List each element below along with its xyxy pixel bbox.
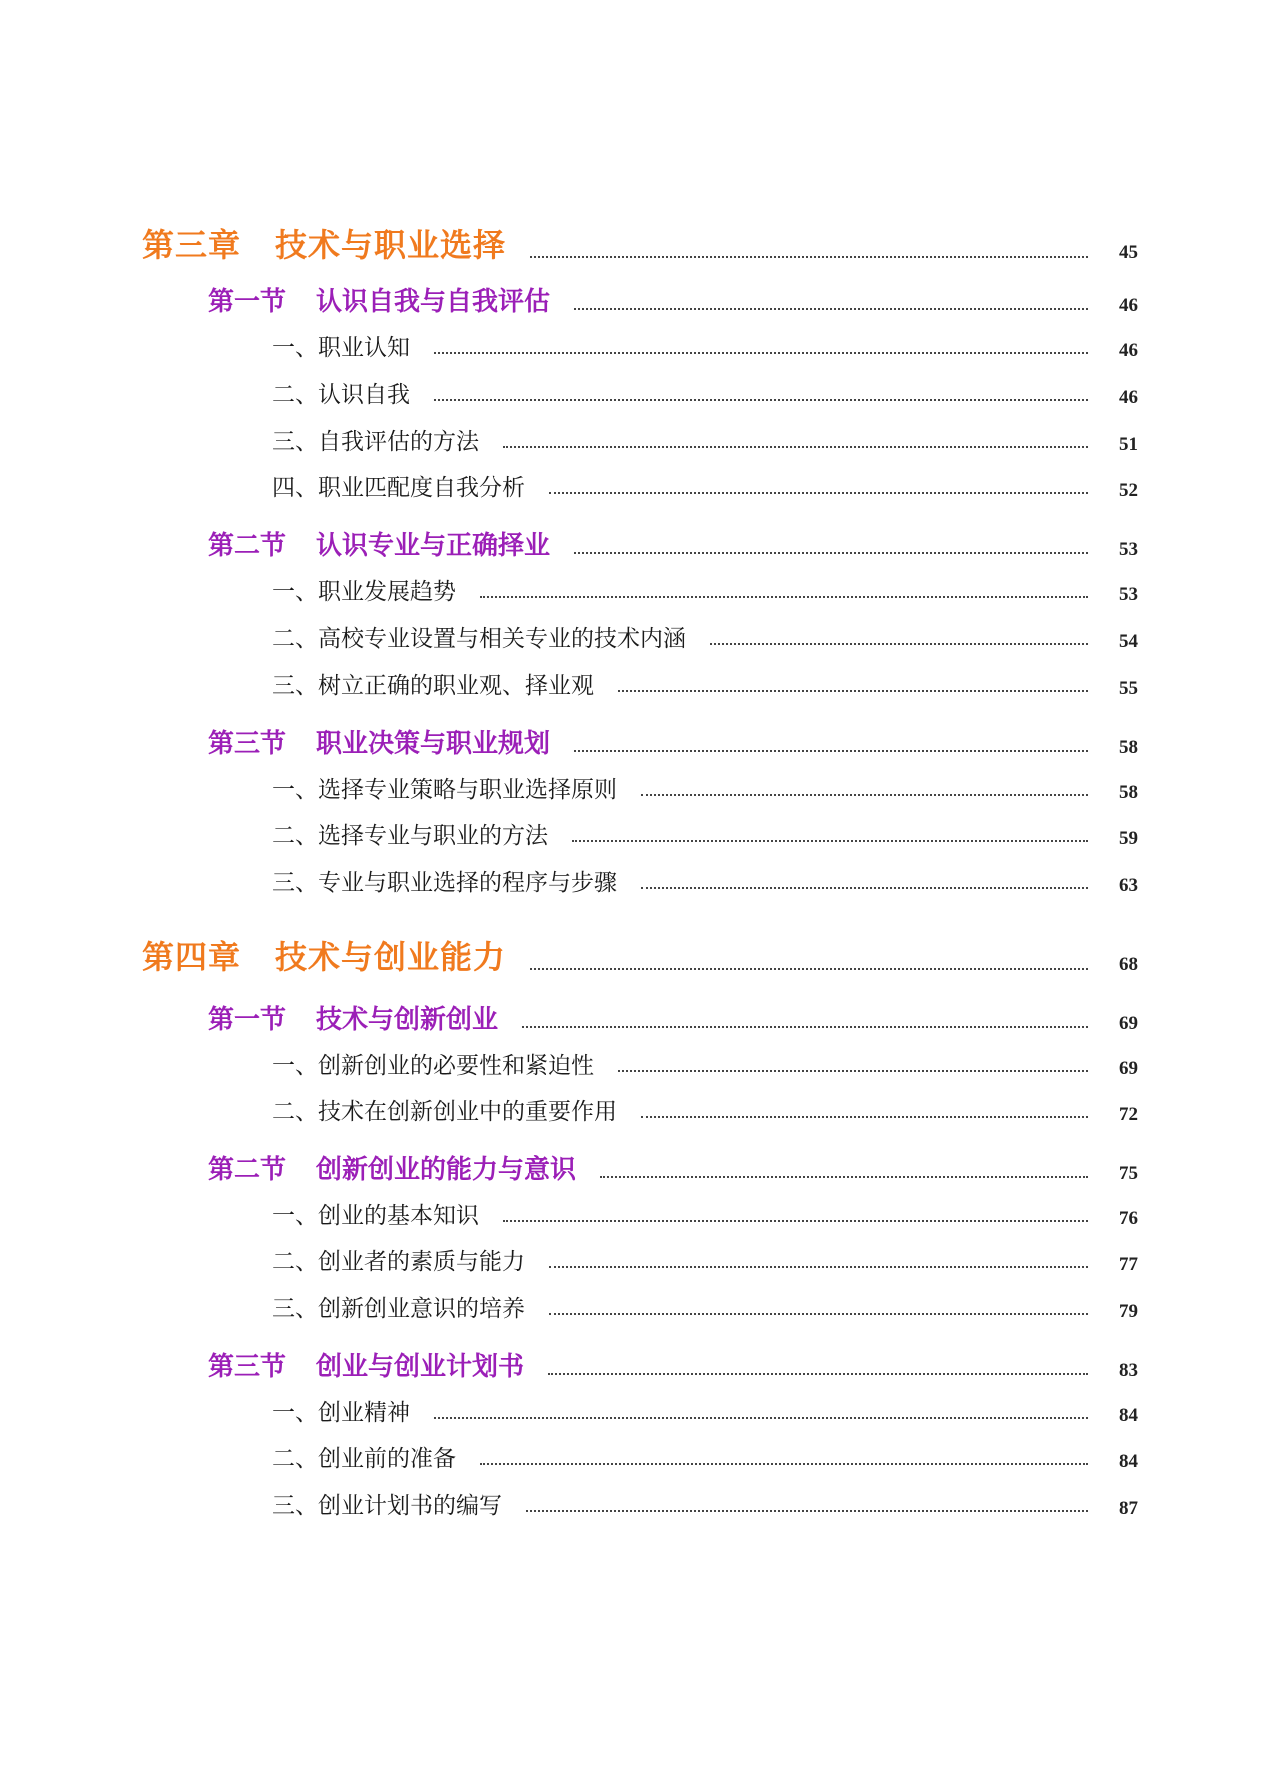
page-number: 76 xyxy=(1119,1208,1138,1229)
dot-leader xyxy=(548,1373,1088,1375)
page-number: 51 xyxy=(1119,434,1138,455)
item-title: 一、职业认知 xyxy=(272,335,410,361)
dot-leader xyxy=(641,887,1088,889)
toc-item[interactable] xyxy=(272,1094,1138,1126)
dot-leader xyxy=(574,552,1088,554)
toc-section-3-1[interactable] xyxy=(208,282,1138,318)
item-title: 二、创业者的素质与能力 xyxy=(272,1249,525,1275)
section-title: 创新创业的能力与意识 xyxy=(316,1155,577,1185)
dot-leader xyxy=(574,308,1088,310)
toc-section-4-3[interactable] xyxy=(208,1347,1138,1383)
dot-leader xyxy=(641,1116,1088,1118)
dot-leader xyxy=(600,1176,1088,1178)
toc-section-3-3[interactable] xyxy=(208,724,1138,760)
page-number: 84 xyxy=(1119,1405,1138,1426)
dot-leader xyxy=(549,1266,1088,1268)
dot-leader xyxy=(434,399,1088,401)
toc-chapter-3[interactable] xyxy=(142,222,1138,266)
toc-section-3-2[interactable] xyxy=(208,526,1138,562)
page-number: 46 xyxy=(1119,387,1138,408)
item-title: 三、创新创业意识的培养 xyxy=(272,1296,525,1322)
dot-leader xyxy=(434,352,1088,354)
page-number: 46 xyxy=(1119,295,1138,316)
item-title: 一、职业发展趋势 xyxy=(272,579,456,605)
toc-item[interactable] xyxy=(272,1441,1138,1473)
section-heading xyxy=(208,1346,524,1383)
toc-item[interactable] xyxy=(272,424,1138,456)
toc-item[interactable] xyxy=(272,377,1138,409)
item-title: 三、自我评估的方法 xyxy=(272,429,479,455)
item-title: 二、技术在创新创业中的重要作用 xyxy=(272,1099,617,1125)
page-number: 75 xyxy=(1119,1163,1138,1184)
dot-leader xyxy=(549,492,1088,494)
dot-leader xyxy=(574,750,1088,752)
item-title: 二、高校专业设置与相关专业的技术内涵 xyxy=(272,626,686,652)
toc-item[interactable] xyxy=(272,621,1138,653)
dot-leader xyxy=(618,690,1088,692)
section-number: 第二节 xyxy=(208,1155,287,1185)
dot-leader xyxy=(530,256,1088,258)
section-heading xyxy=(208,525,550,562)
toc-item[interactable] xyxy=(272,1244,1138,1276)
page-number: 46 xyxy=(1119,340,1138,361)
page-number: 87 xyxy=(1119,1498,1138,1519)
section-number: 第一节 xyxy=(208,287,287,317)
item-title: 三、树立正确的职业观、择业观 xyxy=(272,673,594,699)
chapter-number: 第三章 xyxy=(142,226,242,264)
section-heading xyxy=(208,1149,576,1186)
item-title: 一、创业的基本知识 xyxy=(272,1203,479,1229)
toc-section-4-1[interactable] xyxy=(208,1000,1138,1036)
section-number: 第三节 xyxy=(208,1352,287,1382)
item-title: 三、专业与职业选择的程序与步骤 xyxy=(272,870,617,896)
chapter-heading xyxy=(142,220,506,266)
toc-item[interactable] xyxy=(272,818,1138,850)
page-number: 58 xyxy=(1119,782,1138,803)
section-heading xyxy=(208,723,550,760)
toc-item[interactable] xyxy=(272,1291,1138,1323)
page-number: 63 xyxy=(1119,875,1138,896)
item-title: 二、认识自我 xyxy=(272,382,410,408)
toc-item[interactable] xyxy=(272,330,1138,362)
toc-item[interactable] xyxy=(272,1198,1138,1230)
dot-leader xyxy=(530,968,1088,970)
page-number: 83 xyxy=(1119,1360,1138,1381)
section-heading xyxy=(208,999,498,1036)
item-title: 二、选择专业与职业的方法 xyxy=(272,823,548,849)
chapter-title: 技术与创业能力 xyxy=(275,938,507,976)
item-title: 二、创业前的准备 xyxy=(272,1446,456,1472)
page-number: 69 xyxy=(1119,1058,1138,1079)
toc-item[interactable] xyxy=(272,1395,1138,1427)
chapter-heading xyxy=(142,932,506,978)
toc-item[interactable] xyxy=(272,574,1138,606)
toc-item[interactable] xyxy=(272,1048,1138,1080)
dot-leader xyxy=(480,596,1088,598)
dot-leader xyxy=(549,1313,1088,1315)
section-title: 技术与创新创业 xyxy=(316,1005,499,1035)
dot-leader xyxy=(526,1510,1088,1512)
dot-leader xyxy=(480,1463,1088,1465)
chapter-number: 第四章 xyxy=(142,938,242,976)
section-title: 职业决策与职业规划 xyxy=(316,729,551,759)
dot-leader xyxy=(503,1220,1088,1222)
chapter-title: 技术与职业选择 xyxy=(275,226,507,264)
toc-item[interactable] xyxy=(272,772,1138,804)
item-title: 一、创新创业的必要性和紧迫性 xyxy=(272,1053,594,1079)
page-number: 68 xyxy=(1119,954,1138,975)
section-number: 第二节 xyxy=(208,531,287,561)
section-number: 第一节 xyxy=(208,1005,287,1035)
item-title: 四、职业匹配度自我分析 xyxy=(272,475,525,501)
item-title: 一、创业精神 xyxy=(272,1400,410,1426)
page-number: 54 xyxy=(1119,631,1138,652)
section-heading xyxy=(208,281,550,318)
dot-leader xyxy=(572,840,1088,842)
item-title: 一、选择专业策略与职业选择原则 xyxy=(272,777,617,803)
toc-chapter-4[interactable] xyxy=(142,934,1138,978)
toc-section-4-2[interactable] xyxy=(208,1150,1138,1186)
section-title: 认识自我与自我评估 xyxy=(316,287,551,317)
page-number: 52 xyxy=(1119,480,1138,501)
section-number: 第三节 xyxy=(208,729,287,759)
page-number: 53 xyxy=(1119,539,1138,560)
page-number: 45 xyxy=(1119,242,1138,263)
section-title: 认识专业与正确择业 xyxy=(316,531,551,561)
page-number: 58 xyxy=(1119,737,1138,758)
page-number: 72 xyxy=(1119,1104,1138,1125)
section-title: 创业与创业计划书 xyxy=(316,1352,525,1382)
toc-item[interactable] xyxy=(272,1488,1138,1520)
dot-leader xyxy=(522,1026,1088,1028)
page-number: 79 xyxy=(1119,1301,1138,1322)
item-title: 三、创业计划书的编写 xyxy=(272,1493,502,1519)
toc-item[interactable] xyxy=(272,668,1138,700)
page-number: 53 xyxy=(1119,584,1138,605)
dot-leader xyxy=(641,794,1088,796)
page-number: 77 xyxy=(1119,1254,1138,1275)
page-number: 59 xyxy=(1119,828,1138,849)
dot-leader xyxy=(503,446,1088,448)
page-number: 84 xyxy=(1119,1451,1138,1472)
toc-item[interactable] xyxy=(272,865,1138,897)
toc-item[interactable] xyxy=(272,470,1138,502)
dot-leader xyxy=(710,643,1088,645)
dot-leader xyxy=(434,1417,1088,1419)
dot-leader xyxy=(618,1070,1088,1072)
page-number: 69 xyxy=(1119,1013,1138,1034)
page-number: 55 xyxy=(1119,678,1138,699)
